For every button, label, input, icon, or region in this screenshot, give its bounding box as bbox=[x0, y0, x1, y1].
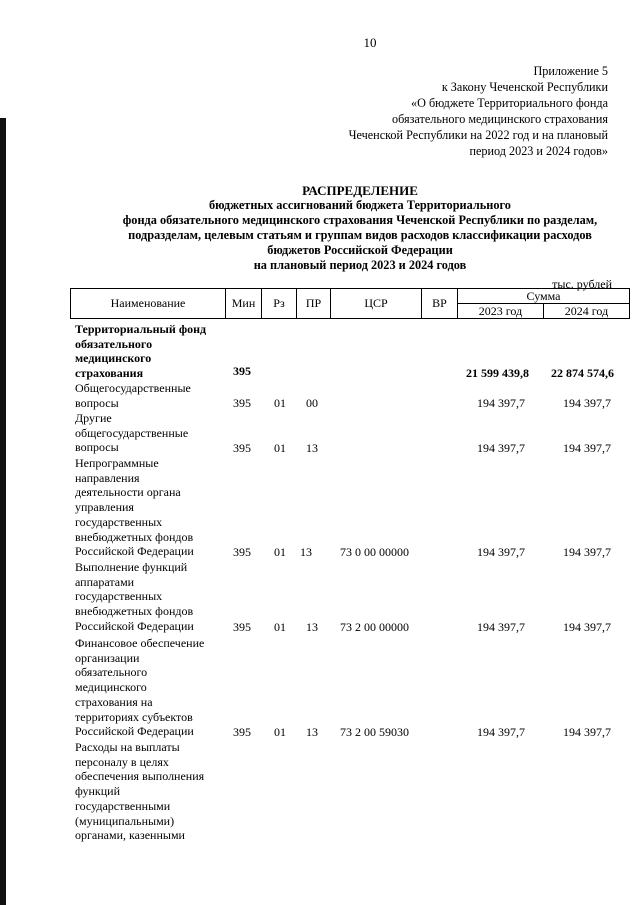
page-number: 10 bbox=[363, 35, 377, 50]
row-name-line: организации bbox=[75, 650, 140, 665]
cell-rz: 01 bbox=[274, 441, 286, 455]
row-name-line: государственных bbox=[75, 589, 163, 604]
row-name-line: Финансовое обеспечение bbox=[75, 636, 205, 650]
annex-line: период 2023 и 2024 годов» bbox=[469, 144, 608, 158]
row-name-line: Другие bbox=[75, 411, 112, 425]
row-name-line: страхования на bbox=[75, 694, 153, 709]
cell-2023: 194 397,7 bbox=[477, 725, 525, 739]
row-name-line: обеспечения выполнения bbox=[75, 769, 205, 784]
scan-edge bbox=[0, 118, 6, 905]
annex-block bbox=[349, 63, 608, 159]
cell-2024: 22 874 574,6 bbox=[551, 366, 614, 380]
row-name bbox=[75, 381, 225, 410]
row-name-line: вопросы bbox=[75, 395, 119, 410]
row-name-line: персоналу в целях bbox=[75, 754, 169, 769]
cell-2023: 21 599 439,8 bbox=[466, 366, 529, 380]
row-name-line: Российской Федерации bbox=[75, 724, 194, 739]
row-name-line: государственными bbox=[75, 798, 171, 813]
row-name-line: Общегосударственные bbox=[75, 381, 191, 395]
cell-min: 395 bbox=[233, 545, 251, 559]
row-name-line: вопросы bbox=[75, 440, 119, 455]
header-vr: ВР bbox=[421, 288, 458, 319]
subtitle-line: фонда обязательного медицинского страхования Чеченской Республики по разделам, bbox=[122, 213, 598, 227]
header-rz: Рз bbox=[261, 288, 297, 319]
row-name-line: направления bbox=[75, 470, 140, 485]
row-name-line: медицинского bbox=[75, 351, 152, 366]
row-name-line: (муниципальными) bbox=[75, 813, 175, 828]
row-name-line: Российской Федерации bbox=[75, 618, 194, 633]
cell-pr: 13 bbox=[306, 620, 318, 634]
cell-pr: 13 bbox=[306, 725, 318, 739]
subtitle-line: на плановый период 2023 и 2024 годов bbox=[253, 258, 467, 272]
cell-min: 395 bbox=[233, 396, 251, 410]
row-name-line: органами, казенными bbox=[75, 828, 185, 843]
row-name-line: Выполнение функций bbox=[75, 560, 188, 574]
cell-pr: 13 bbox=[306, 441, 318, 455]
row-name-line: аппаратами bbox=[75, 574, 135, 589]
header-min: Мин bbox=[225, 288, 262, 319]
cell-pr: 13 bbox=[300, 545, 312, 559]
row-name bbox=[75, 411, 225, 455]
row-name bbox=[75, 740, 225, 843]
cell-rz: 01 bbox=[274, 396, 286, 410]
row-name-line: Непрограммные bbox=[75, 456, 159, 470]
annex-line: Приложение 5 bbox=[533, 64, 608, 78]
cell-2024: 194 397,7 bbox=[563, 725, 611, 739]
row-name-line: функций bbox=[75, 784, 120, 799]
document-title: РАСПРЕДЕЛЕНИЕ bbox=[302, 183, 418, 198]
cell-2024: 194 397,7 bbox=[563, 545, 611, 559]
row-name-line: внебюджетных фондов bbox=[75, 604, 194, 619]
row-name-line: управления bbox=[75, 500, 134, 515]
cell-2024: 194 397,7 bbox=[563, 396, 611, 410]
cell-csr: 73 2 00 00000 bbox=[340, 620, 409, 634]
row-name-line: Расходы на выплаты bbox=[75, 740, 180, 754]
row-name bbox=[75, 636, 225, 739]
cell-2023: 194 397,7 bbox=[477, 545, 525, 559]
annex-line: «О бюджете Территориального фонда bbox=[411, 96, 608, 110]
cell-csr: 73 2 00 59030 bbox=[340, 725, 409, 739]
row-name-line: обязательного bbox=[75, 336, 153, 351]
cell-pr: 00 bbox=[306, 396, 318, 410]
subtitle-line: подразделам, целевым статьям и группам видов расходов классификации расходов bbox=[128, 228, 592, 242]
row-name-line: территориях субъектов bbox=[75, 709, 193, 724]
cell-min: 395 bbox=[233, 620, 251, 634]
cell-min: 395 bbox=[233, 441, 251, 455]
row-name-line: Территориальный фонд bbox=[75, 322, 207, 336]
cell-min: 395 bbox=[233, 725, 251, 739]
cell-2024: 194 397,7 bbox=[563, 441, 611, 455]
cell-rz: 01 bbox=[274, 545, 286, 559]
row-name-line: деятельности органа bbox=[75, 485, 181, 500]
row-name-line: общегосударственные bbox=[75, 425, 189, 440]
cell-csr: 73 0 00 00000 bbox=[340, 545, 409, 559]
cell-min: 395 bbox=[233, 364, 251, 378]
annex-line: к Закону Чеченской Республики bbox=[441, 80, 608, 94]
cell-rz: 01 bbox=[274, 725, 286, 739]
row-name-line: Российской Федерации bbox=[75, 544, 194, 559]
row-name-line: государственных bbox=[75, 514, 163, 529]
row-name bbox=[75, 560, 225, 634]
row-name-line: внебюджетных фондов bbox=[75, 529, 194, 544]
header-name: Наименование bbox=[70, 288, 226, 319]
header-2023: 2023 год bbox=[457, 303, 544, 319]
cell-2023: 194 397,7 bbox=[477, 441, 525, 455]
cell-2024: 194 397,7 bbox=[563, 620, 611, 634]
header-sum: Сумма bbox=[457, 288, 630, 304]
subtitle-line: бюджетов Российской Федерации bbox=[267, 243, 453, 257]
annex-line: обязательного медицинского страхования bbox=[392, 112, 608, 126]
cell-2023: 194 397,7 bbox=[477, 396, 525, 410]
row-name-line: обязательного bbox=[75, 665, 148, 680]
row-name bbox=[75, 456, 225, 559]
annex-line: Чеченской Республики на 2022 год и на плановый bbox=[348, 128, 608, 142]
header-pr: ПР bbox=[296, 288, 331, 319]
row-name-line: медицинского bbox=[75, 680, 147, 695]
units-label: тыс. рублей bbox=[552, 277, 612, 291]
row-name bbox=[75, 322, 225, 381]
header-2024: 2024 год bbox=[543, 303, 630, 319]
header-csr: ЦСР bbox=[330, 288, 422, 319]
document-subtitle bbox=[60, 198, 640, 273]
subtitle-line: бюджетных ассигнований бюджета Территориального bbox=[209, 198, 511, 212]
row-name-line: страхования bbox=[75, 366, 144, 381]
cell-2023: 194 397,7 bbox=[477, 620, 525, 634]
cell-rz: 01 bbox=[274, 620, 286, 634]
